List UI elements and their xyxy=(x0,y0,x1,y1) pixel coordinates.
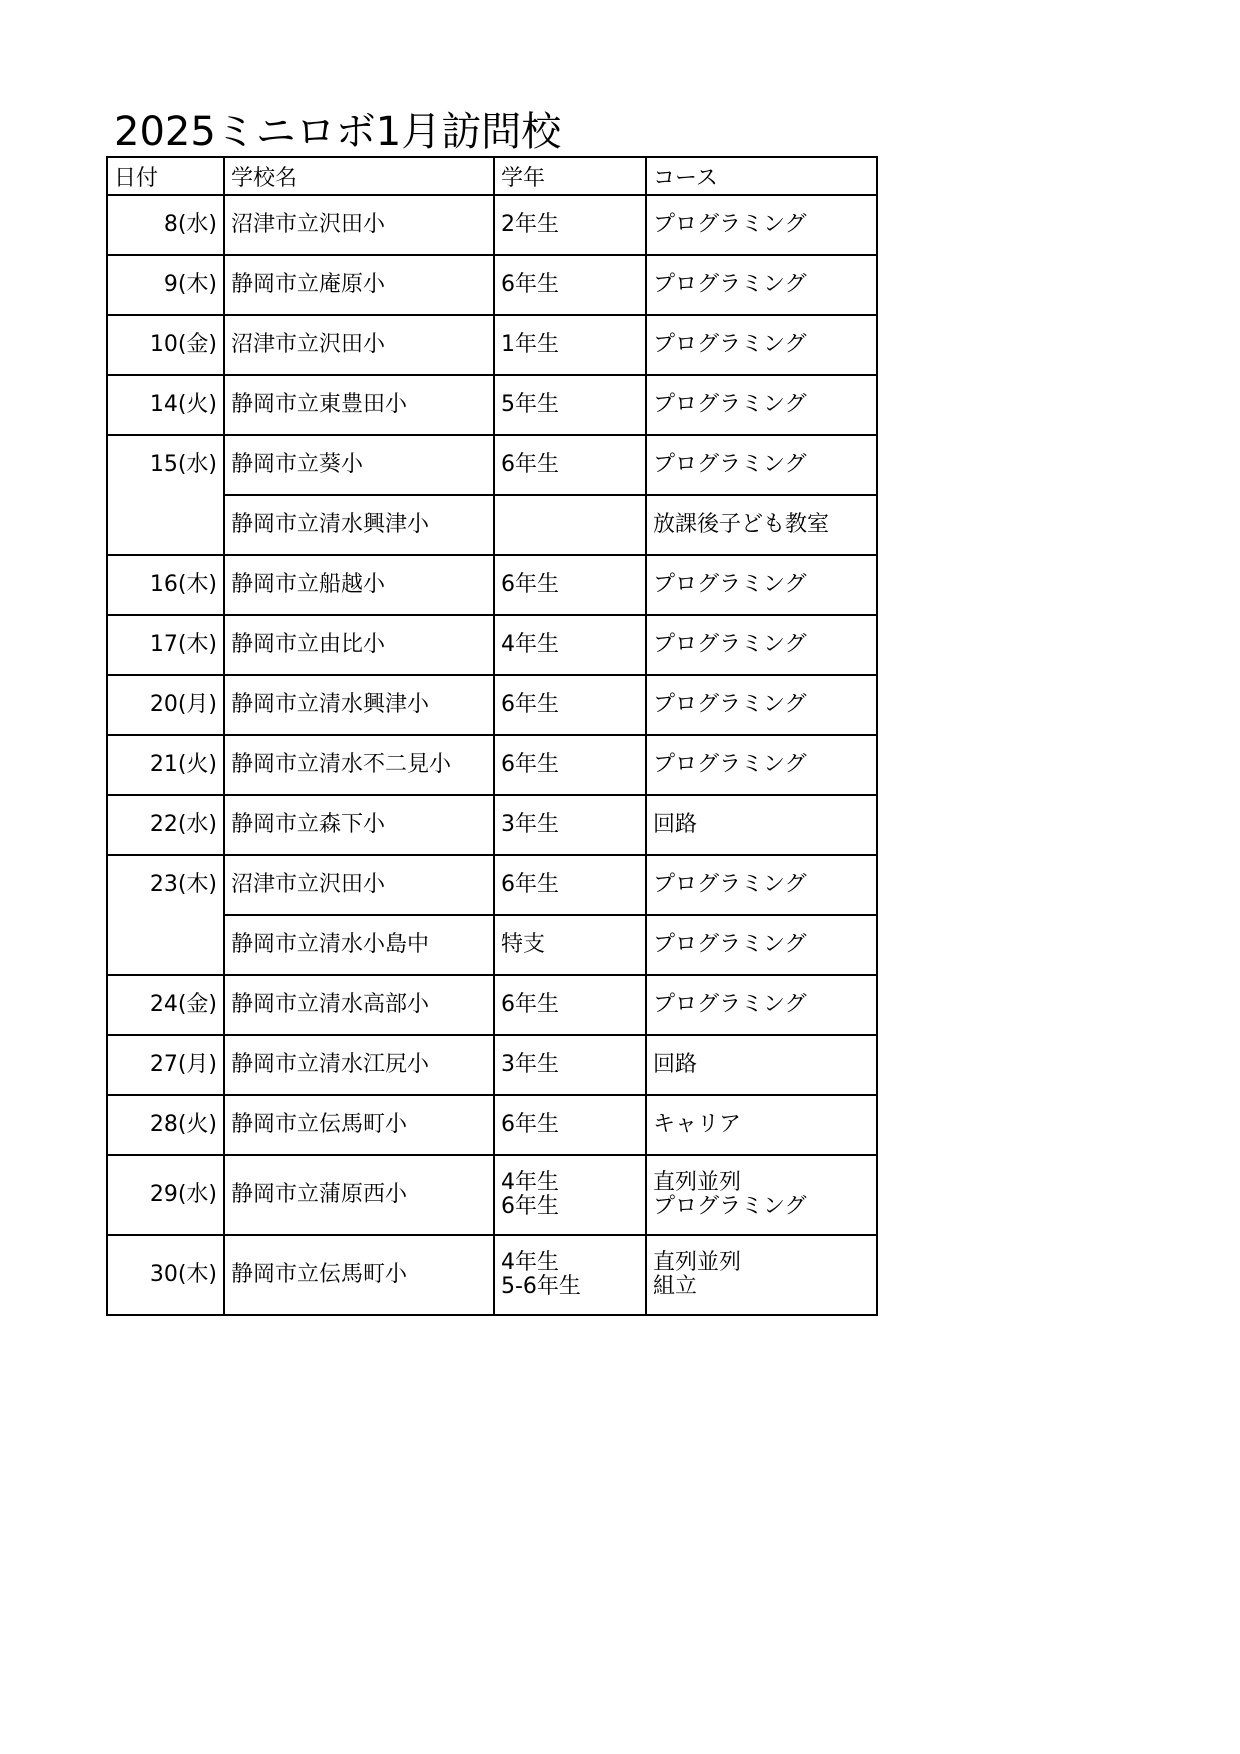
grade-cell: 6年生 xyxy=(494,975,646,1035)
school-cell: 静岡市立清水小島中 xyxy=(224,915,494,975)
course-cell: プログラミング xyxy=(646,435,877,495)
course-line: 直列並列 xyxy=(653,1250,742,1275)
course-cell: プログラミング xyxy=(646,555,877,615)
date-cell: 27(月) xyxy=(107,1035,224,1095)
date-cell: 17(木) xyxy=(107,615,224,675)
school-cell: 静岡市立清水興津小 xyxy=(224,495,494,555)
grade-cell: 2年生 xyxy=(494,195,646,255)
school-cell: 静岡市立葵小 xyxy=(224,435,494,495)
date-cell: 8(水) xyxy=(107,195,224,255)
course-cell: 回路 xyxy=(646,1035,877,1095)
table-row xyxy=(107,795,877,855)
table-row xyxy=(107,255,877,315)
date-cell: 14(火) xyxy=(107,375,224,435)
grade-cell: 1年生 xyxy=(494,315,646,375)
date-cell: 24(金) xyxy=(107,975,224,1035)
course-cell: プログラミング xyxy=(646,315,877,375)
table-row xyxy=(107,315,877,375)
table-row xyxy=(107,1235,877,1315)
date-cell: 16(木) xyxy=(107,555,224,615)
table-row xyxy=(107,735,877,795)
date-cell: 20(月) xyxy=(107,675,224,735)
date-cell: 15(水) xyxy=(107,435,224,555)
grade-cell: 特支 xyxy=(494,915,646,975)
school-cell: 静岡市立清水不二見小 xyxy=(224,735,494,795)
date-cell: 29(水) xyxy=(107,1155,224,1235)
table-row xyxy=(107,195,877,255)
grade-cell: 3年生 xyxy=(494,795,646,855)
grade-cell: 4年生 xyxy=(494,615,646,675)
course-cell: プログラミング xyxy=(646,195,877,255)
date-cell: 10(金) xyxy=(107,315,224,375)
grade-cell: 3年生 xyxy=(494,1035,646,1095)
date-cell: 21(火) xyxy=(107,735,224,795)
course-line: プログラミング xyxy=(653,1194,807,1219)
date-cell: 30(木) xyxy=(107,1235,224,1315)
table-row xyxy=(107,855,877,915)
grade-line: 5-6年生 xyxy=(501,1274,581,1299)
school-cell: 沼津市立沢田小 xyxy=(224,315,494,375)
course-cell: プログラミング xyxy=(646,255,877,315)
course-cell: 回路 xyxy=(646,795,877,855)
grade-cell: 6年生 xyxy=(494,855,646,915)
school-cell: 静岡市立清水高部小 xyxy=(224,975,494,1035)
course-cell: 放課後子ども教室 xyxy=(646,495,877,555)
school-cell: 静岡市立蒲原西小 xyxy=(224,1155,494,1235)
school-cell: 静岡市立由比小 xyxy=(224,615,494,675)
school-cell: 静岡市立庵原小 xyxy=(224,255,494,315)
grade-cell xyxy=(494,1155,646,1235)
course-cell: プログラミング xyxy=(646,675,877,735)
page-title: 2025ミニロボ1月訪問校 xyxy=(114,109,562,155)
course-line: 直列並列 xyxy=(653,1170,742,1195)
school-cell: 静岡市立清水興津小 xyxy=(224,675,494,735)
header-date: 日付 xyxy=(107,157,224,195)
school-cell: 静岡市立東豊田小 xyxy=(224,375,494,435)
date-cell: 9(木) xyxy=(107,255,224,315)
grade-cell: 6年生 xyxy=(494,555,646,615)
grade-cell: 6年生 xyxy=(494,735,646,795)
table-row xyxy=(107,1095,877,1155)
course-cell: プログラミング xyxy=(646,975,877,1035)
course-cell xyxy=(646,1235,877,1315)
school-cell: 静岡市立清水江尻小 xyxy=(224,1035,494,1095)
school-cell: 沼津市立沢田小 xyxy=(224,195,494,255)
grade-cell: 6年生 xyxy=(494,675,646,735)
table-row xyxy=(107,555,877,615)
grade-cell: 6年生 xyxy=(494,435,646,495)
grade-cell: 6年生 xyxy=(494,255,646,315)
grade-line: 6年生 xyxy=(501,1194,559,1219)
course-cell: キャリア xyxy=(646,1095,877,1155)
date-cell: 23(木) xyxy=(107,855,224,975)
date-cell: 28(火) xyxy=(107,1095,224,1155)
school-cell: 沼津市立沢田小 xyxy=(224,855,494,915)
grade-cell xyxy=(494,1235,646,1315)
school-cell: 静岡市立伝馬町小 xyxy=(224,1235,494,1315)
table-row xyxy=(107,435,877,495)
school-cell: 静岡市立船越小 xyxy=(224,555,494,615)
header-course: コース xyxy=(646,157,877,195)
table-row xyxy=(107,1035,877,1095)
course-cell: プログラミング xyxy=(646,615,877,675)
course-cell xyxy=(646,1155,877,1235)
header-grade: 学年 xyxy=(494,157,646,195)
date-cell: 22(水) xyxy=(107,795,224,855)
table-row xyxy=(107,375,877,435)
grade-line: 4年生 xyxy=(501,1250,559,1275)
course-line: 組立 xyxy=(653,1274,698,1299)
visit-schedule-table xyxy=(106,156,878,1316)
table-row xyxy=(107,975,877,1035)
course-cell: プログラミング xyxy=(646,375,877,435)
grade-cell xyxy=(494,495,646,555)
school-cell: 静岡市立森下小 xyxy=(224,795,494,855)
grade-cell: 5年生 xyxy=(494,375,646,435)
grade-cell: 6年生 xyxy=(494,1095,646,1155)
course-cell: プログラミング xyxy=(646,855,877,915)
course-cell: プログラミング xyxy=(646,915,877,975)
header-school: 学校名 xyxy=(224,157,494,195)
table-header-row xyxy=(107,157,877,195)
school-cell: 静岡市立伝馬町小 xyxy=(224,1095,494,1155)
course-cell: プログラミング xyxy=(646,735,877,795)
table-row xyxy=(107,1155,877,1235)
grade-line: 4年生 xyxy=(501,1170,559,1195)
table-row xyxy=(107,675,877,735)
table-row xyxy=(107,615,877,675)
